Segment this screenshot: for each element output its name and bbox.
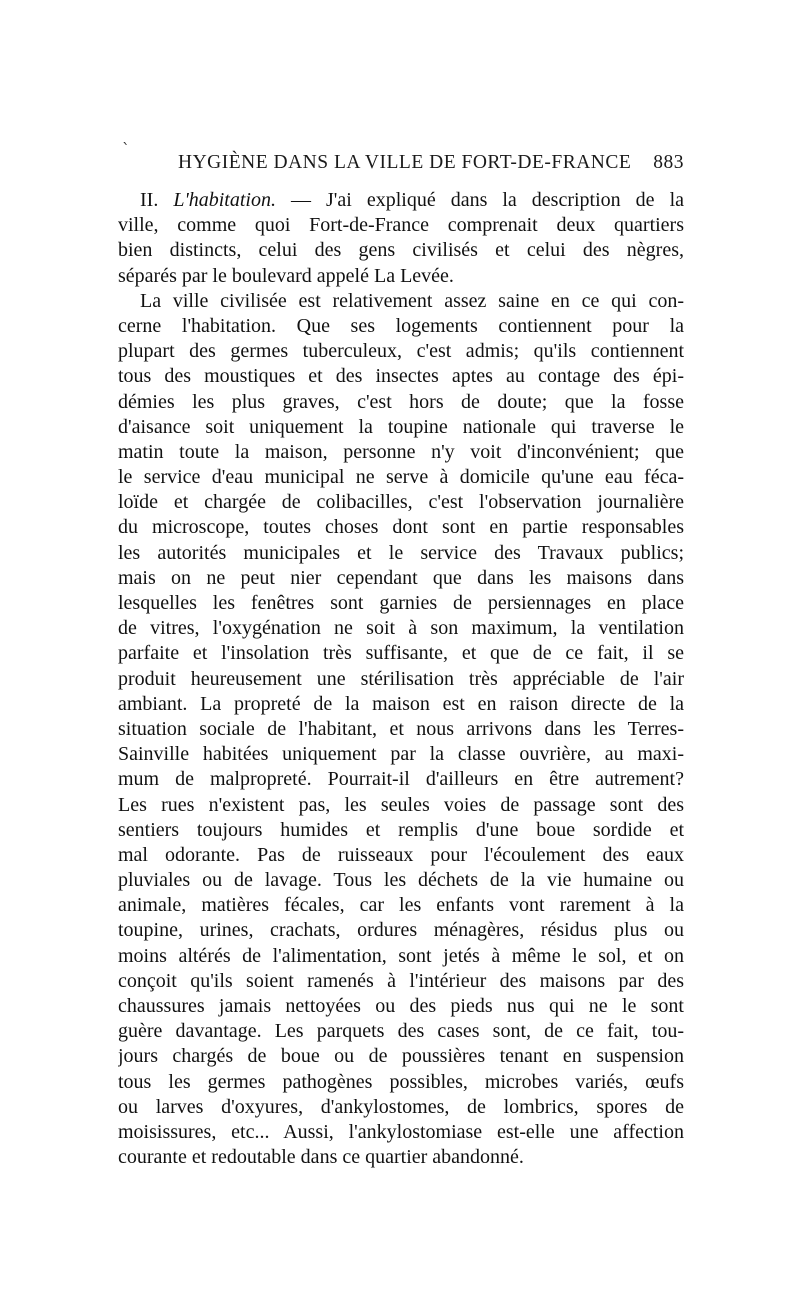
text-line-34: guère davantage. Les parquets des cases sont, de ce fait, tou- [118, 1020, 684, 1043]
text-line-21: ambiant. La propreté de la maison est en raison directe de la [118, 692, 684, 715]
text-line-38: moisissures, etc... Aussi, l'ankylostomiase est-elle une affection [118, 1120, 684, 1143]
text-line-4: séparés par le boulevard appelé La Levée. [118, 264, 454, 287]
text-line-36: tous les germes pathogènes possibles, microbes variés, œufs [118, 1070, 684, 1093]
text-line-5: La ville civilisée est relativement assez saine en ce qui con- [140, 289, 684, 312]
margin-mark: ` [122, 140, 130, 159]
text-line-26: sentiers toujours humides et remplis d'une boue sordide et [118, 818, 684, 841]
text-line-19: parfaite et l'insolation très suffisante, et que de ce fait, il se [118, 642, 684, 665]
section-number: II. [140, 189, 159, 211]
text-line-15: les autorités municipales et le service des Travaux publics; [118, 541, 684, 564]
text-line-3: bien distincts, celui des gens civilisés et celui des nègres, [118, 239, 684, 262]
text-line-23: Sainville habitées uniquement par la classe ouvrière, au maxi- [118, 743, 684, 766]
text-line-37: ou larves d'oxyures, d'ankylostomes, de lombrics, spores de [118, 1095, 684, 1118]
text-line-27: mal odorante. Pas de ruisseaux pour l'écoulement des eaux [118, 843, 684, 866]
text-line-35: jours chargés de boue ou de poussières tenant en suspension [118, 1045, 684, 1068]
text-line-33: chaussures jamais nettoyées ou des pieds nus qui ne le sont [118, 995, 684, 1017]
text-line-22: situation sociale de l'habitant, et nous arrivons dans les Terres- [118, 717, 684, 740]
text-line-13: loïde et chargée de colibacilles, c'est l'observation journalière [118, 491, 684, 514]
page-number: 883 [653, 152, 684, 173]
section-heading: L'habitation. [173, 189, 276, 211]
text-line-9: démies les plus graves, c'est hors de doute; que la fosse [118, 390, 684, 413]
text-line-2: ville, comme quoi Fort-de-France comprenait deux quartiers [118, 214, 684, 237]
text-line-18: de vitres, l'oxygénation ne soit à son maximum, la ventilation [118, 617, 684, 640]
text-line-10: d'aisance soit uniquement la toupine nationale qui traverse le [118, 415, 684, 438]
body-text [118, 188, 684, 1170]
text-line-14: du microscope, toutes choses dont sont en partie responsables [118, 516, 684, 539]
text-line-1-rest: — J'ai expliqué dans la description de la [275, 189, 684, 211]
text-line-20: produit heureusement une stérilisation très appréciable de l'air [118, 667, 684, 690]
running-title: HYGIÈNE DANS LA VILLE DE FORT-DE-FRANCE [178, 152, 632, 173]
text-line-30: toupine, urines, crachats, ordures ménagères, résidus plus ou [118, 919, 684, 942]
text-line-17: lesquelles les fenêtres sont garnies de persiennages en place [118, 592, 684, 614]
text-line-25: Les rues n'existent pas, les seules voies de passage sont des [118, 793, 684, 816]
text-line-28: pluviales ou de lavage. Tous les déchets de la vie humaine ou [118, 869, 684, 892]
text-line-24: mum de malpropreté. Pourrait-il d'ailleurs en être autrement? [118, 768, 684, 791]
text-line-12: le service d'eau municipal ne serve à domicile qu'une eau féca- [118, 466, 684, 489]
text-line-7: plupart des germes tuberculeux, c'est admis; qu'ils contiennent [118, 340, 684, 363]
text-line-1 [118, 188, 684, 213]
text-line-32: conçoit qu'ils soient ramenés à l'intérieur des maisons par des [118, 969, 684, 992]
running-header [178, 152, 684, 174]
text-line-31: moins altérés de l'alimentation, sont jetés à même le sol, et on [118, 944, 684, 967]
text-line-6: cerne l'habitation. Que ses logements contiennent pour la [118, 314, 684, 337]
text-line-11: matin toute la maison, personne n'y voit d'inconvénient; que [118, 440, 684, 463]
text-line-29: animale, matières fécales, car les enfants vont rarement à la [118, 894, 684, 917]
text-line-16: mais on ne peut nier cependant que dans les maisons dans [118, 566, 684, 589]
text-line-8: tous des moustiques et des insectes aptes au contage des épi- [118, 365, 684, 388]
text-line-39: courante et redoutable dans ce quartier abandonné. [118, 1146, 524, 1169]
